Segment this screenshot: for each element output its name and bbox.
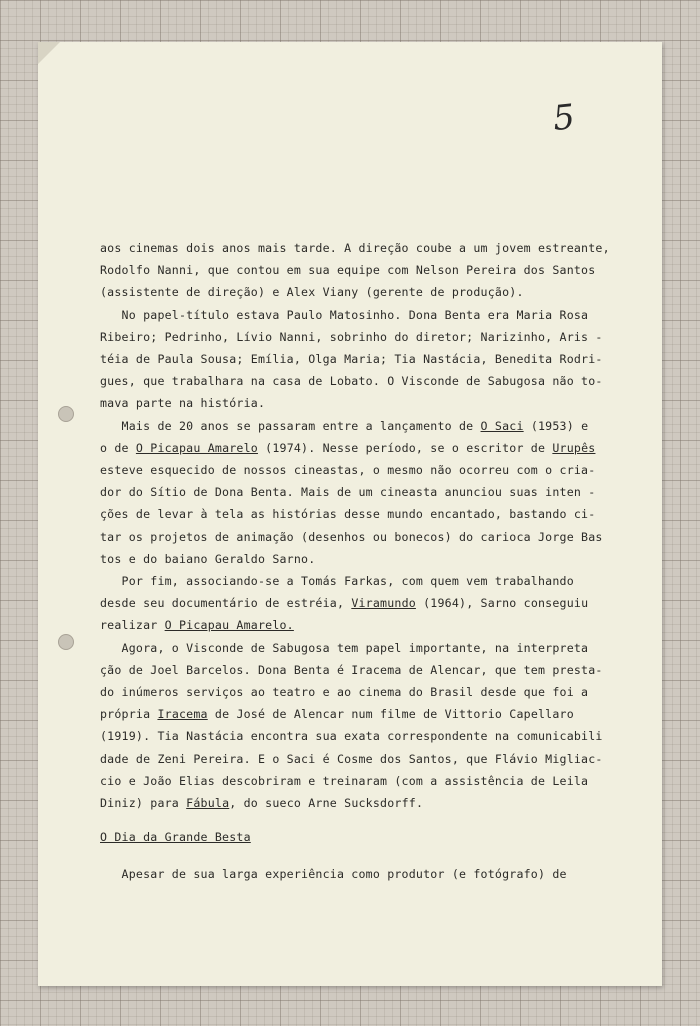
- text-line: o de O Picapau Amarelo (1974). Nesse período, se o escritor de Urupês: [100, 440, 596, 455]
- text-line: (assistente de direção) e Alex Viany (gerente de produção).: [100, 285, 524, 300]
- typewritten-page: [38, 42, 662, 986]
- book-title-iracema: Iracema: [157, 707, 208, 722]
- text-line: Apesar de sua larga experiência como produtor (e fotógrafo) de: [100, 867, 567, 882]
- text-line: mava parte na história.: [100, 396, 266, 411]
- text-line: dor do Sítio de Dona Benta. Mais de um cineasta anunciou suas inten -: [100, 485, 596, 500]
- text-line: No papel-título estava Paulo Matosinho. Dona Benta era Maria Rosa: [100, 307, 589, 322]
- film-title-o-saci: O Saci: [480, 418, 524, 433]
- text-line: téia de Paula Sousa; Emília, Olga Maria; Tia Nastácia, Benedita Rodri-: [100, 352, 603, 367]
- folded-corner: [38, 42, 60, 64]
- text-line: aos cinemas dois anos mais tarde. A direção coube a um jovem estreante,: [100, 241, 610, 255]
- film-title-o-picapau-amarelo: O Picapau Amarelo: [135, 440, 258, 455]
- text-line: desde seu documentário de estréia, Viramundo (1964), Sarno conseguiu: [100, 596, 589, 611]
- handwritten-page-number: 5: [550, 96, 577, 140]
- text-line: Por fim, associando-se a Tomás Farkas, com quem vem trabalhando: [100, 574, 574, 589]
- section-heading: O Dia da Grande Besta: [100, 830, 251, 845]
- book-title-urupes: Urupês: [552, 440, 596, 455]
- text-line: própria Iracema de José de Alencar num filme de Vittorio Capellaro: [100, 707, 574, 722]
- spacer: [100, 848, 630, 863]
- punch-hole-upper: [58, 406, 74, 422]
- text-line: Agora, o Visconde de Sabugosa tem papel importante, na interpreta: [100, 640, 589, 655]
- text-line: ção de Joel Barcelos. Dona Benta é Iracema de Alencar, que tem presta-: [100, 662, 603, 677]
- text-line: cio e João Elias descobriram e treinaram (com a assistência de Leila: [100, 773, 589, 788]
- film-title-o-picapau-amarelo-final: O Picapau Amarelo.: [164, 618, 294, 633]
- text-line: Ribeiro; Pedrinho, Lívio Nanni, sobrinho do diretor; Narizinho, Aris -: [100, 329, 603, 344]
- text-line: Rodolfo Nanni, que contou em sua equipe com Nelson Pereira dos Santos: [100, 263, 596, 278]
- text-line: Diniz) para Fábula, do sueco Arne Sucksdorff.: [100, 796, 424, 811]
- punch-hole-lower: [58, 634, 74, 650]
- body-text: [100, 237, 630, 886]
- text-line: do inúmeros serviços ao teatro e ao cinema do Brasil desde que foi a: [100, 685, 589, 700]
- text-line: realizar O Picapau Amarelo.: [100, 618, 294, 633]
- text-line: esteve esquecido de nossos cineastas, o mesmo não ocorreu com o cria-: [100, 463, 596, 478]
- film-title-viramundo: Viramundo: [351, 596, 416, 611]
- text-line: (1919). Tia Nastácia encontra sua exata correspondente na comunicabili: [100, 729, 603, 744]
- text-line: tar os projetos de animação (desenhos ou bonecos) do carioca Jorge Bas: [100, 529, 603, 544]
- film-title-fabula: Fábula: [186, 796, 230, 811]
- text-line: dade de Zeni Pereira. E o Saci é Cosme dos Santos, que Flávio Migliac-: [100, 751, 603, 766]
- text-line: Mais de 20 anos se passaram entre a lançamento de O Saci (1953) e: [100, 418, 589, 433]
- text-line: gues, que trabalhara na casa de Lobato. O Visconde de Sabugosa não to-: [100, 374, 603, 389]
- text-line: tos e do baiano Geraldo Sarno.: [100, 551, 316, 566]
- text-line: ções de levar à tela as histórias desse mundo encantado, bastando ci-: [100, 507, 596, 522]
